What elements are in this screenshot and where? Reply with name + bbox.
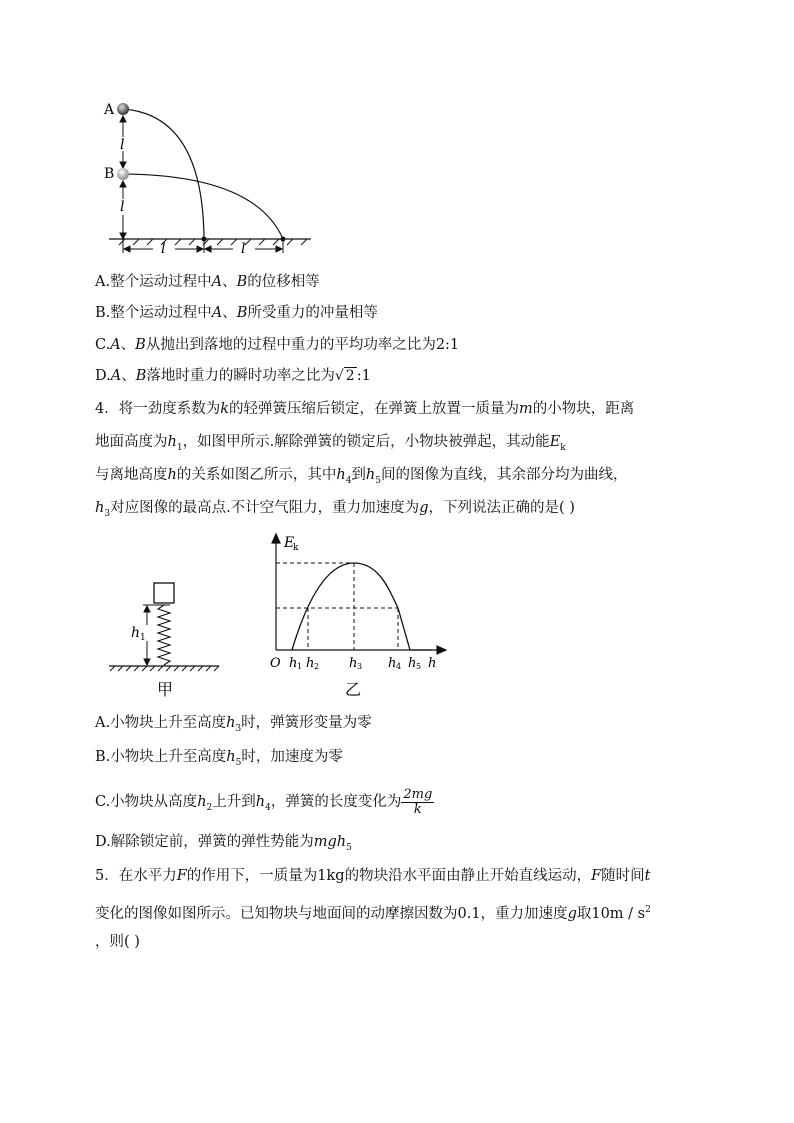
label-a: A [104, 102, 115, 118]
svg-text:h: h [289, 656, 298, 671]
q5-line-3: ，则( ) [95, 934, 140, 950]
svg-text:3: 3 [357, 662, 363, 671]
q4-line-3: 与离地高度h的关系如图乙所示，其中$h_4$到$h_5$间的图像为直线，其余部分均为曲线， [95, 467, 628, 486]
svg-text:h: h [349, 656, 358, 671]
svg-text:h: h [408, 656, 417, 671]
option-3d: D.A、B落地时重力的瞬时功率之比为√ 2 :1 [95, 368, 371, 384]
q4-line-2: 地面高度为$h_1$，如图甲所示.解除弹簧的锁定后，小物块被弹起，其动能$E_k$ [95, 434, 566, 453]
svg-text:l: l [241, 241, 246, 255]
svg-text:4: 4 [396, 662, 402, 671]
svg-text:h: h [388, 656, 397, 671]
ek-h-graph [262, 530, 452, 702]
option-4d: D.解除锁定前，弹簧的弹性势能为mgh$_5$ [95, 834, 352, 853]
spring-figure [105, 575, 230, 700]
svg-text:1: 1 [140, 633, 146, 643]
svg-text:5: 5 [416, 662, 422, 671]
svg-text:2: 2 [314, 662, 320, 671]
option-3a: A.整个运动过程中A、B的位移相等 [95, 274, 320, 290]
q4-line-4: $h_3$对应图像的最高点.不计空气阻力，重力加速度为g，下列说法正确的是( ) [95, 500, 575, 519]
q5-line-1: 5．在水平力F的作用下，一质量为1kg的物块沿水平面由静止开始直线运动，F随时间t [95, 868, 651, 884]
svg-text:k: k [293, 543, 299, 553]
q4-line-1: 4．将一劲度系数为k的轻弹簧压缩后锁定，在弹簧上放置一质量为m的小物块，距离 [95, 401, 635, 417]
svg-text:h: h [131, 625, 141, 641]
option-4a: A.小物块上升至高度$h_3$时，弹簧形变量为零 [95, 715, 372, 734]
svg-text:E: E [284, 535, 295, 551]
svg-text:h: h [306, 656, 315, 671]
option-3c: C.A、B从抛出到落地的过程中重力的平均功率之比为2:1 [95, 337, 460, 353]
svg-text:l: l [120, 137, 125, 153]
svg-text:l: l [120, 199, 125, 215]
label-b: B [104, 166, 115, 182]
option-4b: B.小物块上升至高度$h_5$时，加速度为零 [95, 749, 343, 768]
q5-line-2: 变化的图像如图所示。已知物块与地面间的动摩擦因数为0.1，重力加速度g取$10m / s^2$ [95, 905, 651, 922]
caption-jia: 甲 [157, 680, 174, 699]
svg-text:1: 1 [297, 662, 303, 671]
option-4c: C.小物块从高度$h_2$上升到$h_4$，弹簧的长度变化为 $\frac{2mg}{k}$ [95, 786, 433, 817]
svg-text:O: O [270, 656, 281, 671]
caption-yi: 乙 [345, 680, 362, 699]
svg-text:l: l [161, 241, 166, 255]
option-3b: B.整个运动过程中A、B所受重力的冲量相等 [95, 305, 378, 321]
svg-text:h: h [428, 656, 437, 671]
projectile-figure [95, 95, 325, 255]
